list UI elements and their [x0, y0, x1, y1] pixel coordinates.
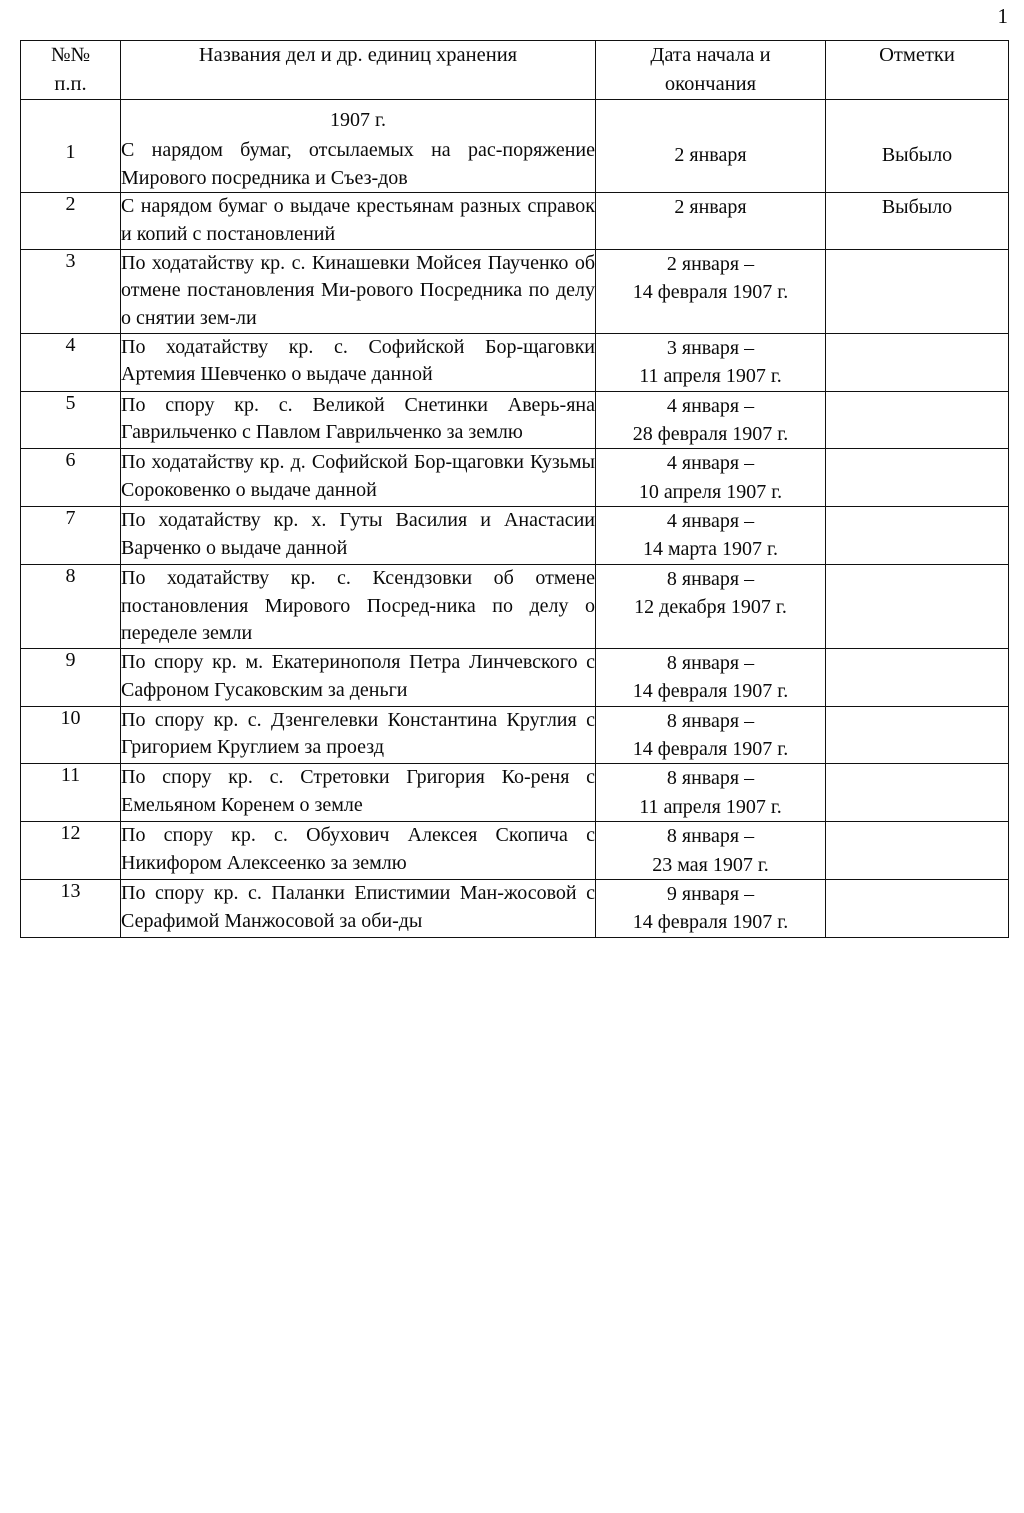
cell-date-end: 14 февраля 1907 г.: [632, 680, 789, 703]
cell-file-title-text: По спору кр. с. Великой Снетинки Аверь-яна Гаврильченко с Павлом Гаврильченко за землю: [121, 393, 595, 444]
archival-register-table: [20, 40, 1009, 938]
cell-date-start: 4 января –: [666, 452, 755, 475]
cell-file-title-text: По спору кр. с. Обухович Алексея Скопича с Никифором Алексеенко за землю: [121, 824, 595, 874]
cell-marks: [826, 880, 1009, 938]
cell-marks: Выбыло: [826, 100, 1009, 193]
table-row: [21, 100, 1009, 193]
cell-dates: [596, 822, 826, 880]
cell-item-number: 13: [21, 880, 121, 938]
cell-marks: [826, 564, 1009, 648]
cell-item-number: 4: [21, 333, 121, 391]
cell-date-start: 2 января: [674, 196, 747, 219]
table-row: [21, 193, 1009, 249]
page-number: 1: [997, 4, 1008, 28]
cell-item-number: 9: [21, 648, 121, 706]
cell-item-number: 7: [21, 507, 121, 565]
column-header-number: [21, 41, 121, 100]
table-row: [21, 648, 1009, 706]
column-header-dates-line1: Дата начала и: [650, 44, 771, 66]
cell-dates: [596, 249, 826, 333]
cell-file-title-text: По спору кр. с. Дзенгелевки Константина Круглия с Григорием Круглием за проезд: [121, 708, 595, 759]
cell-file-title-text: По спору кр. с. Паланки Епистимии Ман-жосовой с Серафимой Манжосовой за оби-ды: [121, 882, 595, 932]
cell-file-title-text: По спору кр. с. Стретовки Григория Ко-реня с Емельяном Коренем о земле: [121, 766, 595, 817]
cell-item-number: 8: [21, 564, 121, 648]
cell-date-end: 12 декабря 1907 г.: [634, 596, 787, 619]
cell-item-number: 11: [21, 764, 121, 822]
cell-file-title-text: По ходатайству кр. с. Ксендзовки об отмене постановления Мирового Посред-ника по делу о переделе земли: [121, 566, 595, 645]
cell-date-start: 2 января –: [666, 252, 755, 275]
cell-date-end: 14 февраля 1907 г.: [632, 911, 789, 934]
cell-date-start: 8 января –: [666, 651, 755, 674]
cell-date-start: 3 января –: [666, 336, 755, 359]
cell-dates: [596, 706, 826, 764]
column-header-marks: [826, 41, 1009, 100]
column-header-title: [121, 41, 596, 100]
cell-marks: [826, 249, 1009, 333]
cell-item-number: 10: [21, 706, 121, 764]
cell-date-end: 14 февраля 1907 г.: [632, 281, 789, 304]
table-row: [21, 880, 1009, 938]
column-header-dates-line2: окончания: [664, 73, 757, 96]
table-row: [21, 507, 1009, 565]
cell-marks: [826, 391, 1009, 449]
cell-date-end: 23 мая 1907 г.: [652, 853, 769, 876]
column-header-title-label: Названия дел и др. единиц хранения: [198, 44, 518, 66]
cell-file-title: [121, 507, 596, 565]
cell-marks: [826, 706, 1009, 764]
cell-item-number: 1: [21, 100, 121, 193]
table-row: [21, 706, 1009, 764]
cell-date-end: 28 февраля 1907 г.: [632, 422, 789, 445]
column-header-dates: [596, 41, 826, 100]
table-row: [21, 391, 1009, 449]
cell-file-title: [121, 822, 596, 880]
table-row: [21, 822, 1009, 880]
cell-date-start: 9 января –: [666, 883, 755, 906]
cell-date-end: 11 апреля 1907 г.: [639, 365, 782, 388]
column-header-number-line1: №№: [50, 44, 91, 66]
cell-file-title-text: По ходатайству кр. х. Гуты Василия и Анастасии Варченко о выдаче данной: [121, 509, 595, 559]
cell-date-end: 14 февраля 1907 г.: [632, 738, 789, 761]
cell-file-title-text: По ходатайству кр. д. Софийской Бор-щаговки Кузьмы Сороковенко о выдаче данной: [121, 451, 595, 501]
cell-date-start: 4 января –: [666, 510, 755, 533]
cell-marks: [826, 333, 1009, 391]
cell-item-number: 6: [21, 449, 121, 507]
cell-date-end: 10 апреля 1907 г.: [638, 480, 783, 503]
cell-dates: [596, 880, 826, 938]
cell-item-number: 5: [21, 391, 121, 449]
table-row: [21, 564, 1009, 648]
cell-file-title: [121, 391, 596, 449]
cell-file-title: [121, 764, 596, 822]
table-body: [21, 100, 1009, 938]
cell-marks: Выбыло: [826, 193, 1009, 249]
cell-item-number: 2: [21, 193, 121, 249]
cell-date-end: 14 марта 1907 г.: [643, 538, 778, 561]
cell-file-title: [121, 249, 596, 333]
cell-file-title-text: По ходатайству кр. с. Кинашевки Мойсея Паученко об отмене постановления Ми-рового Посредника по делу о снятии зем-ли: [121, 251, 595, 330]
table-row: [21, 249, 1009, 333]
table-row: [21, 449, 1009, 507]
cell-marks: [826, 764, 1009, 822]
cell-date-start: 8 января –: [666, 709, 755, 732]
cell-dates: [596, 764, 826, 822]
cell-dates: [596, 449, 826, 507]
cell-file-title-text: С нарядом бумаг, отсылаемых на рас-поряжение Мирового посредника и Съез-дов: [121, 138, 595, 189]
cell-date-start: 8 января –: [666, 767, 755, 790]
cell-file-title: [121, 564, 596, 648]
column-header-marks-label: Отметки: [879, 44, 955, 66]
cell-dates: [596, 333, 826, 391]
cell-dates: [596, 193, 826, 249]
cell-item-number: 3: [21, 249, 121, 333]
cell-file-title-text: По ходатайству кр. с. Софийской Бор-щаговки Артемия Шевченко о выдаче данной: [121, 335, 595, 386]
cell-item-number: 12: [21, 822, 121, 880]
cell-date-start: 8 января –: [666, 567, 755, 590]
cell-file-title: [121, 449, 596, 507]
cell-marks: [826, 822, 1009, 880]
cell-file-title: [121, 333, 596, 391]
year-heading: 1907 г.: [330, 109, 386, 132]
table-row: [21, 764, 1009, 822]
table-header-row: [21, 41, 1009, 100]
cell-marks: [826, 507, 1009, 565]
cell-dates: [596, 391, 826, 449]
cell-date-end: 11 апреля 1907 г.: [639, 795, 782, 818]
table-header: [21, 41, 1009, 100]
cell-dates: [596, 100, 826, 193]
cell-file-title: [121, 100, 596, 193]
cell-date-start: 4 января –: [666, 394, 755, 417]
cell-file-title: [121, 648, 596, 706]
cell-file-title-text: С нарядом бумаг о выдаче крестьянам разных справок и копий с постановлений: [121, 195, 595, 245]
cell-dates: [596, 564, 826, 648]
cell-file-title: [121, 193, 596, 249]
cell-date-start: 8 января –: [666, 825, 755, 848]
cell-marks: [826, 449, 1009, 507]
cell-dates: [596, 648, 826, 706]
cell-date-start: 2 января: [674, 144, 747, 167]
table-row: [21, 333, 1009, 391]
cell-dates: [596, 507, 826, 565]
cell-file-title: [121, 880, 596, 938]
cell-file-title: [121, 706, 596, 764]
cell-marks: [826, 648, 1009, 706]
cell-file-title-text: По спору кр. м. Екатеринополя Петра Линчевского с Сафроном Гусаковским за деньги: [121, 650, 595, 701]
column-header-number-line2: п.п.: [54, 73, 87, 96]
